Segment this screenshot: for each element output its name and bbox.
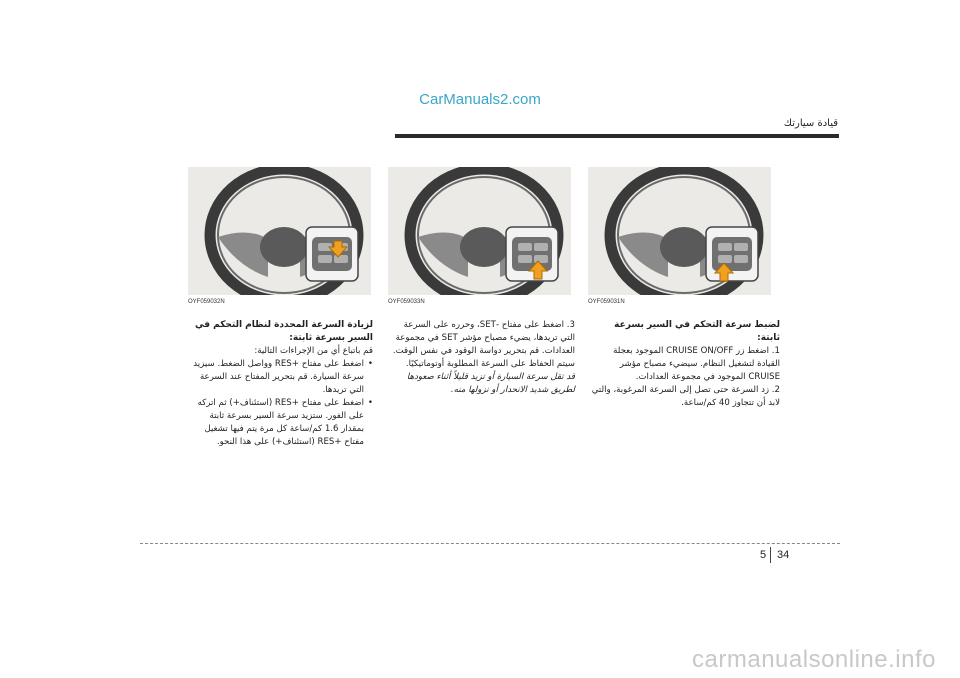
steering-wheel-figure-left (188, 167, 371, 295)
column-right (590, 319, 780, 410)
column-left-title: لزيادة السرعة المحددة لنظام التحكم في السير بسرعة ثابتة: (195, 320, 373, 343)
section-title: قيادة سيارتك (783, 118, 838, 129)
figure-code-right: OYF059031N (588, 299, 625, 305)
column-left (188, 319, 373, 449)
watermark-top: CarManuals2.com (419, 91, 541, 108)
column-left-intro: قم باتباع أي من الإجراءات التالية: (254, 346, 373, 356)
steering-wheel-figure-middle (388, 167, 571, 295)
footer-rule (140, 543, 840, 544)
page-separator (770, 547, 771, 563)
chapter-number: 5 (760, 549, 767, 561)
column-right-title: لضبط سرعة التحكم في السير بسرعة ثابتة: (614, 320, 780, 343)
column-left-bullet: • اضغط على مفتاح +RES وواصل الضغط. سيزيد سرعة السيارة. قم بتحرير المفتاح عند السرعة التي تريدها. (188, 358, 373, 397)
figure-code-middle: OYF059033N (388, 299, 425, 305)
column-middle (388, 319, 575, 397)
page-number: 34 (777, 549, 790, 561)
column-right-step-2: 2. زد السرعة حتى تصل إلى السرعة المرغوبة، والتي لابد أن تتجاوز 40 كم/ساعة. (591, 385, 780, 408)
watermark-bottom: carmanualsonline.info (692, 646, 936, 673)
column-middle-note: قد تقل سرعة السيارة أو تزيد قليلاً أثناء صعودها لطريق شديد الانحدار أو نزولها منه. (406, 372, 575, 395)
steering-wheel-figure-right (588, 167, 771, 295)
figure-code-left: OYF059032N (188, 299, 225, 305)
column-left-bullet: • اضغط على مفتاح +RES (استئناف+) ثم اتركه على الفور. ستزيد سرعة السير بسرعة ثابتة بمقدار 1.6 كم/ساعة كل مرة يتم فيها تشغيل مفتاح +RES (استئناف+) على هذا النحو. (188, 397, 373, 449)
column-left-list (188, 358, 373, 449)
header-rule (395, 134, 839, 138)
column-right-step-1: 1. اضغط زر CRUISE ON/OFF الموجود بعجلة القيادة لتشغيل النظام. سيضيء مصباح مؤشر CRUISE الموجود في مجموعة العدادات. (613, 346, 780, 382)
column-middle-step-3: 3. اضغط على مفتاح -SET، وحرره على السرعة التي تريدها، يضيء مصباح مؤشر SET في مجموعة العدادات. قم بتحرير دواسة الوقود في نفس الوقت. سيتم الحفاظ على السرعة المطلوبة أوتوماتيكيًا. (392, 320, 575, 369)
